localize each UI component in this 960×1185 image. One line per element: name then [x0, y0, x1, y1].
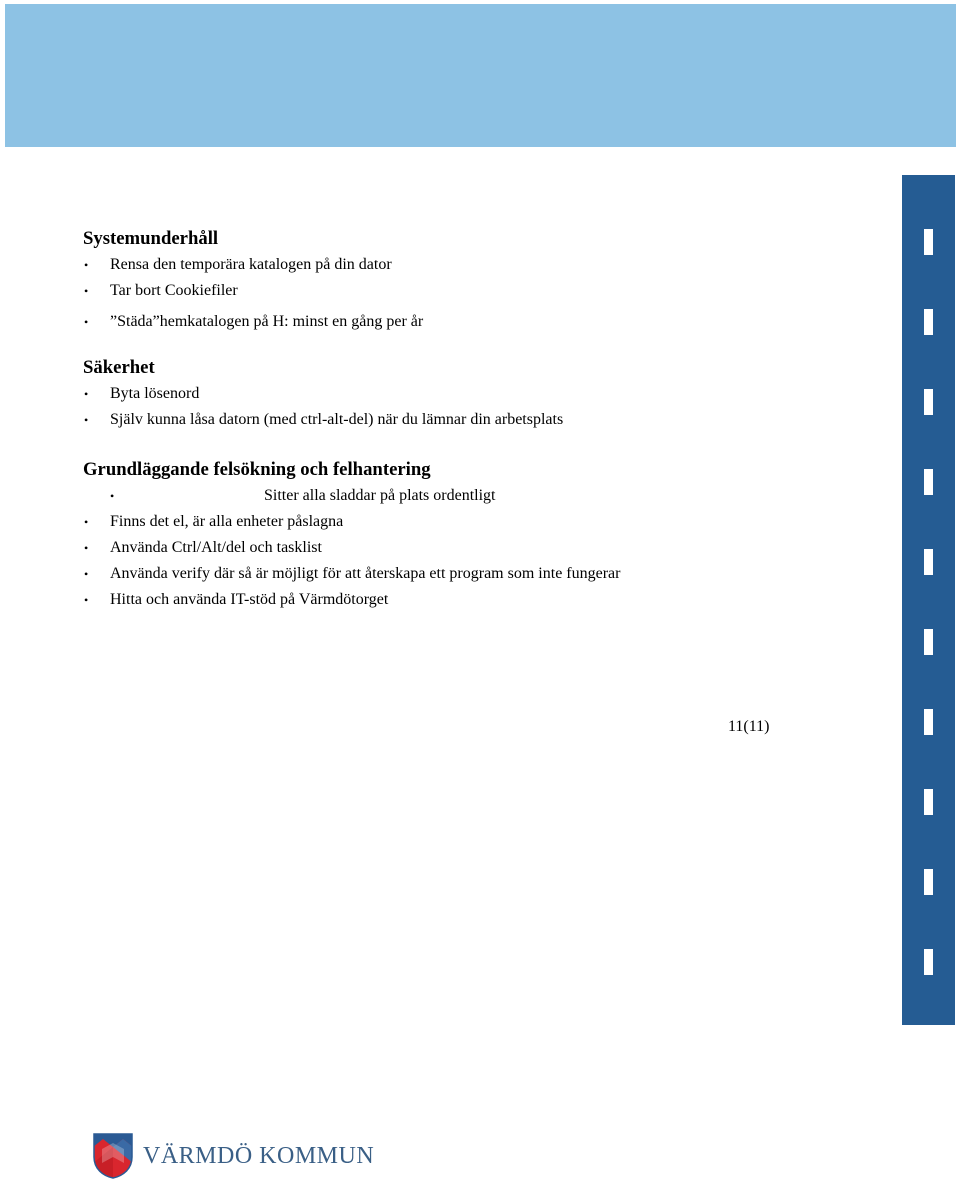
page-number: 11(11) [728, 718, 770, 735]
list-item: • Rensa den temporära katalogen på din dator [83, 252, 883, 278]
list-item: • Sitter alla sladdar på plats ordentligt [83, 483, 883, 509]
side-decoration-bar [902, 175, 955, 1025]
list-item: • Använda verify där så är möjligt för att återskapa ett program som inte fungerar [83, 561, 883, 587]
list-item: • Byta lösenord [83, 381, 883, 407]
list-item: • Finns det el, är alla enheter påslagna [83, 509, 883, 535]
logo-text: VÄRMDÖ KOMMUN [143, 1142, 375, 1169]
list-sakerhet [83, 381, 883, 433]
section-title-sakerhet: Säkerhet [83, 357, 155, 378]
header-band [5, 4, 956, 147]
list-item: • Hitta och använda IT-stöd på Värmdötorget [83, 587, 883, 613]
list-item: • Själv kunna låsa datorn (med ctrl-alt-del) när du lämnar din arbetsplats [83, 407, 883, 433]
list-item: • Använda Ctrl/Alt/del och tasklist [83, 535, 883, 561]
list-item: • Tar bort Cookiefiler [83, 278, 883, 304]
varmdo-kommun-logo [93, 1133, 374, 1179]
document-body [83, 226, 883, 613]
list-systemunderhall [83, 252, 883, 335]
varmdo-kommun-shield-icon [93, 1133, 133, 1179]
section-title-felsokning: Grundläggande felsökning och felhantering [83, 459, 431, 480]
section-title-systemunderhall: Systemunderhåll [83, 228, 219, 249]
list-felsokning [83, 483, 883, 613]
list-item: • ”Städa”hemkatalogen på H: minst en gång per år [83, 309, 883, 335]
